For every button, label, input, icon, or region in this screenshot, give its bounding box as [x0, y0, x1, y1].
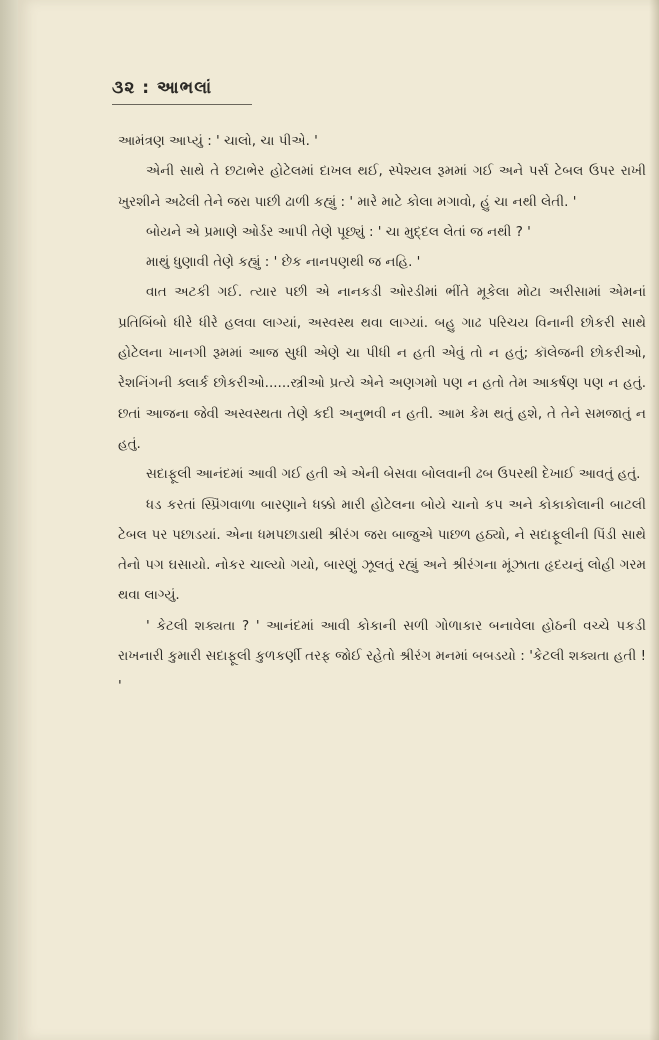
book-gutter: [0, 0, 18, 1040]
paragraph: ' કેટલી શક્યતા ? ' આનંદમાં આવી કોકાની સળી ગોળાકાર બનાવેલા હોઠની વચ્ચે પકડી રાખનારી કુમારી સદાફૂલી કુળકર્ણી તરફ જોઈ રહેતો શ્રીરંગ મનમાં બબડયો : 'કેટલી શક્યતા હતી ! ': [118, 617, 646, 695]
paragraph: માથું ધુણાવી તેણે કહ્યું : ' છેક નાનપણથી જ નહિ. ': [146, 254, 421, 271]
paragraph: એની સાથે તે છટાભેર હોટેલમાં દાખલ થઈ, સ્પેશ્યલ રૂમમાં ગઈ અને પર્સ ટેબલ ઉપર રાખી ખુરશીને અઢેલી તેને જરા પાછી ઢાળી કહ્યું : ' મારે માટે કોલા મગાવો, હું ચા નથી લેતી. ': [118, 163, 646, 210]
body-text: [118, 126, 646, 702]
page-number: ૩૨: [112, 78, 136, 98]
paragraph: બોયને એ પ્રમાણે ઓર્ડર આપી તેણે પૂછ્યું : ' ચા મુદ્દલ લેતાં જ નથી ? ': [146, 223, 531, 240]
paragraph: ધડ કરતાં સ્પ્રિંગવાળા બારણાને ધક્કો મારી હોટેલના બોયે ચાનો કપ અને કોકાકોલાની બાટલી ટેબલ પર પછાડયાં. એના ધમપછાડાથી શ્રીરંગ જરા બાજુએ પાછળ હઠ્યો, ને સદાફૂલીની પિંડી સાથે તેનો પગ ઘસાયો. નોકર ચાલ્યો ગયો, બારણું ઝૂલતું રહ્યું અને શ્રીરંગના મૂંઝાતા હૃદયનું લોહી ગરમ થવા લાગ્યું.: [118, 496, 646, 604]
header-rule: [112, 104, 252, 105]
header-separator: :: [142, 78, 151, 98]
paragraph: વાત અટકી ગઈ. ત્યાર પછી એ નાનકડી ઓરડીમાં ભીંતે મૂકેલા મોટા અરીસામાં એમનાં પ્રતિબિંબો ધીરે ધીરે હલવા લાગ્યાં, અસ્વસ્થ થવા લાગ્યાં. બહુ ગાઢ પરિચય વિનાની છોકરી સાથે હોટેલના ખાનગી રૂમમાં આજ સુધી એણે ચા પીધી ન હતી એવું તો ન હતું; કૉલેજની છોકરીઓ, રેશનિંગની ક્લાર્ક છોકરીઓ......સ્ત્રીઓ પ્રત્યે એને અણગમો પણ ન હતો તેમ આકર્ષણ પણ ન હતું. છતાં આજના જેવી અસ્વસ્થતા તેણે કદી અનુભવી ન હતી. આમ કેમ થતું હશે, તે તેને સમજાતું ન હતું.: [118, 284, 646, 452]
page-edge-shadow: [649, 0, 659, 1040]
paragraph: સદાફૂલી આનંદમાં આવી ગઈ હતી એ એની બેસવા બોલવાની ઢબ ઉપરથી દેખાઈ આવતું હતું.: [146, 466, 641, 483]
chapter-title: આભલાં: [156, 78, 213, 98]
running-header: [112, 78, 212, 98]
paragraph: આમંત્રણ આપ્યું : ' ચાલો, ચા પીએ. ': [118, 133, 318, 149]
